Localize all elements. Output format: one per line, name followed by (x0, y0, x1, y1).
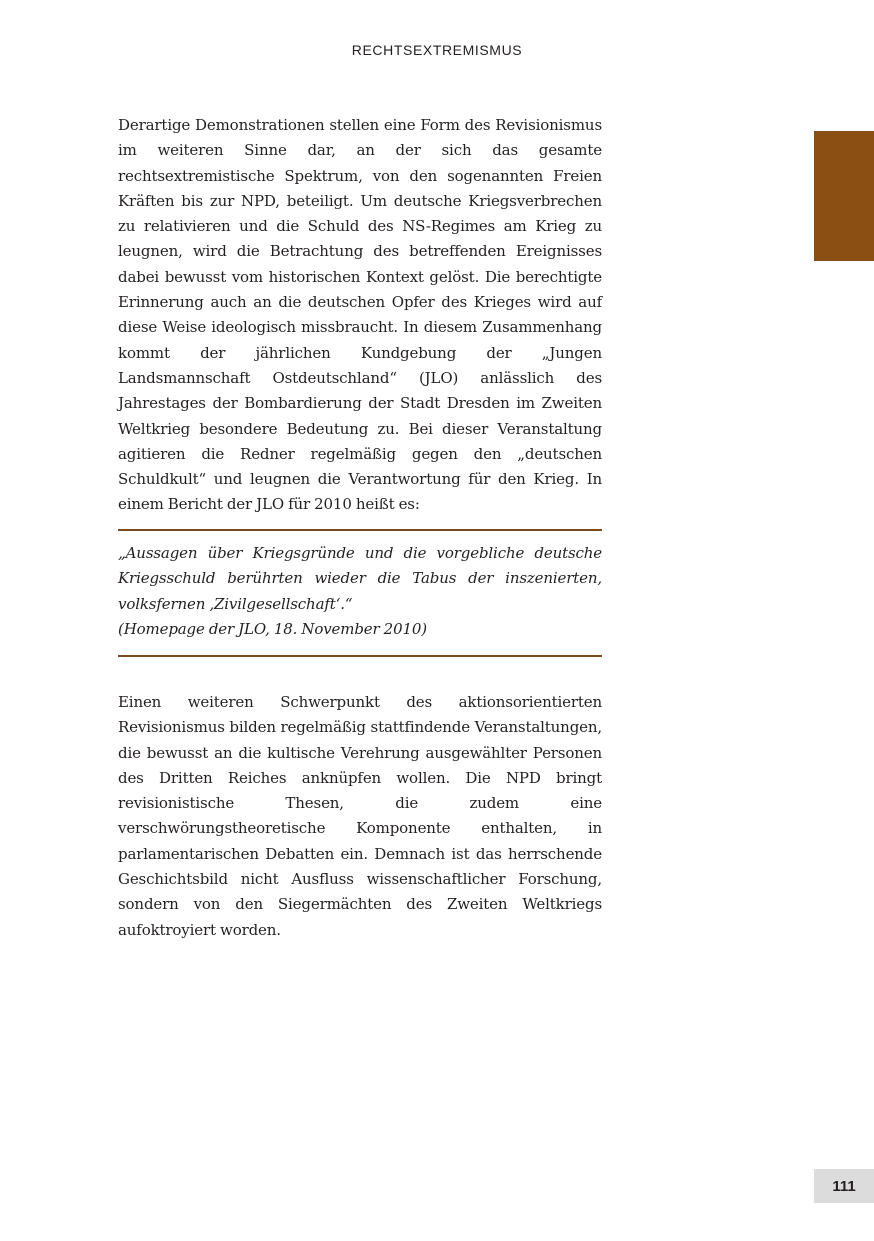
page-number: 111 (832, 1177, 856, 1195)
quote-text: „Aussagen über Kriegsgründe und die vorgebliche deutsche Kriegsschuld berührten wieder die Tabus der inszenierten, volksfernen ‚Zivilgesellschaft‘.“ (118, 544, 602, 613)
page-number-box (814, 1169, 874, 1203)
quote-bottom-rule (118, 655, 602, 657)
body-paragraph-2: Einen weiteren Schwerpunkt des aktionsorientierten Revisionismus bilden regelmäßig stattfindende Veranstaltungen, die bewusst an die kultische Verehrung ausgewählter Personen des Dritten Reiches anknüpfen wollen. Die NPD bringt revisionistische Thesen, die zudem eine verschwörungstheoretische Komponente enthalten, in parlamentarischen Debatten ein. Demnach ist das herrschende Geschichtsbild nicht Ausfluss wissenschaftlicher Forschung, sondern von den Siegermächten des Zweiten Weltkriegs aufoktroyiert worden. (118, 693, 602, 939)
blockquote (118, 541, 602, 642)
quote-top-rule (118, 529, 602, 531)
chapter-tab-marker (814, 131, 874, 261)
running-header: RECHTSEXTREMISMUS (351, 42, 523, 58)
quote-source: (Homepage der JLO, 18. November 2010) (118, 619, 427, 638)
body-paragraph-1: Derartige Demonstrationen stellen eine Form des Revisionismus im weiteren Sinne dar, an der sich das gesamte rechtsextremistische Spektrum, von den sogenannten Freien Kräften bis zur NPD, beteiligt. Um deutsche Kriegsverbrechen zu relativieren und die Schuld des NS-Regimes am Krieg zu leugnen, wird die Betrachtung des betreffenden Ereignisses dabei bewusst vom historischen Kontext gelöst. Die berechtigte Erinnerung auch an die deutschen Opfer des Krieges wird auf diese Weise ideologisch missbraucht. In diesem Zusammenhang kommt der jährlichen Kundgebung der „Jungen Landsmannschaft Ostdeutschland“ (JLO) anlässlich des Jahrestages der Bombardierung der Stadt Dresden im Zweiten Weltkrieg besondere Bedeutung zu. Bei dieser Veranstaltung agitieren die Redner regelmäßig gegen den „deutschen Schuldkult“ und leugnen die Verantwortung für den Krieg. In einem Bericht der JLO für 2010 heißt es: (118, 116, 602, 514)
